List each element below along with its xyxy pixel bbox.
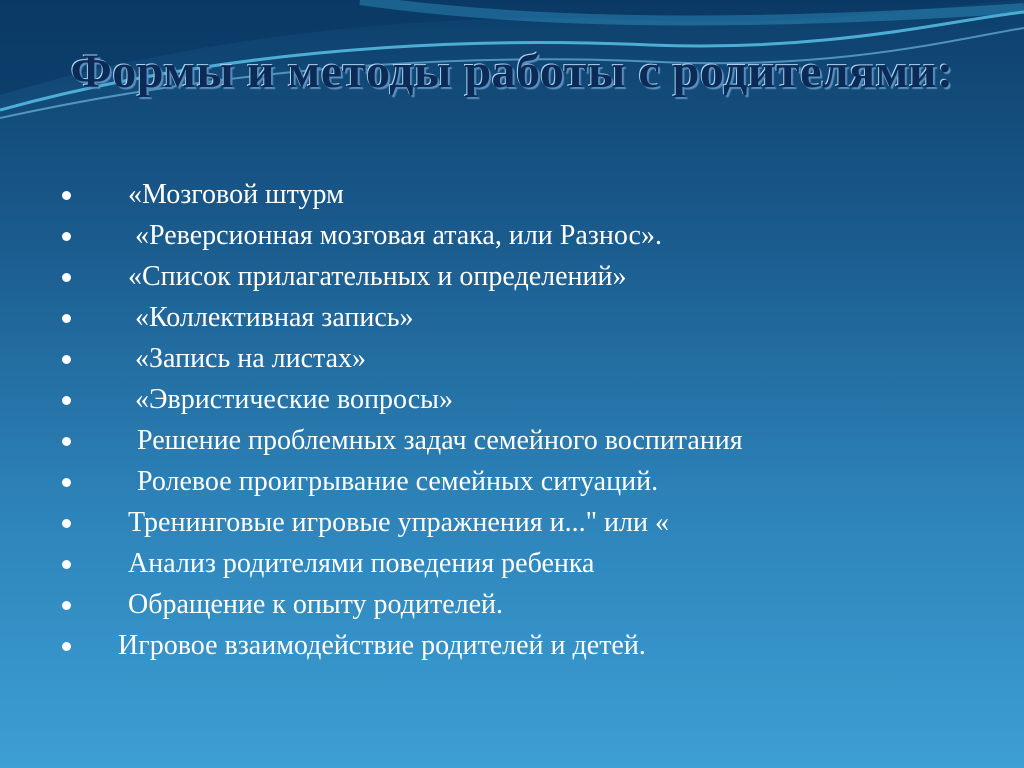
bullet-icon: [62, 191, 71, 200]
list-item: [0, 176, 1024, 217]
bullet-icon: [62, 519, 71, 528]
list-item-label: «Эвристические вопросы»: [135, 384, 453, 415]
list-item-label: «Мозговой штурм: [128, 179, 344, 210]
list-item-label: «Реверсионная мозговая атака, или Разнос».: [135, 220, 662, 251]
list-item: [0, 381, 1024, 422]
list-item: [0, 586, 1024, 627]
methods-list: [0, 176, 1024, 668]
bullet-icon: [62, 232, 71, 241]
bullet-icon: [62, 314, 71, 323]
bullet-icon: [62, 273, 71, 282]
list-item: [0, 463, 1024, 504]
bullet-icon: [62, 642, 71, 651]
list-item-label: «Список прилагательных и определений»: [128, 261, 627, 292]
list-item-label: Решение проблемных задач семейного воспитания: [137, 425, 743, 456]
list-item-label: Тренинговые игровые упражнения и..." или «: [128, 507, 669, 538]
list-item-label: «Коллективная запись»: [135, 302, 414, 333]
list-item: [0, 545, 1024, 586]
bullet-icon: [62, 601, 71, 610]
list-item: [0, 627, 1024, 668]
list-item: [0, 422, 1024, 463]
list-item-label: Обращение к опыту родителей.: [128, 589, 504, 620]
bullet-icon: [62, 437, 71, 446]
bullet-icon: [62, 478, 71, 487]
list-item-label: Игровое взаимодействие родителей и детей.: [118, 630, 646, 661]
list-item: [0, 504, 1024, 545]
list-item-label: Ролевое проигрывание семейных ситуаций.: [137, 466, 659, 497]
list-item: [0, 299, 1024, 340]
bullet-icon: [62, 560, 71, 569]
bullet-icon: [62, 355, 71, 364]
bullet-icon: [62, 396, 71, 405]
list-item-label: Анализ родителями поведения ребенка: [128, 548, 595, 579]
list-item: [0, 217, 1024, 258]
slide-title: Формы и методы работы с родителями:: [70, 45, 954, 98]
list-item-label: «Запись на листах»: [135, 343, 367, 374]
list-item: [0, 340, 1024, 381]
list-item: [0, 258, 1024, 299]
